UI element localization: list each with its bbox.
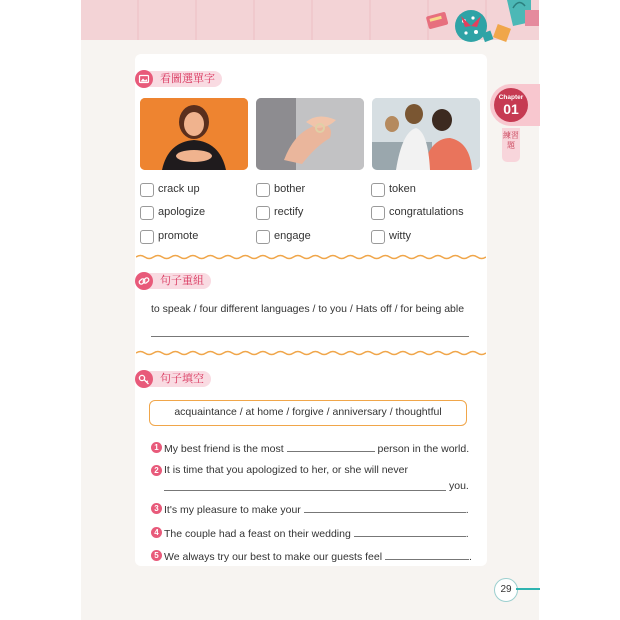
chapter-badge bbox=[494, 88, 528, 122]
answer-line[interactable] bbox=[151, 336, 469, 337]
option-label: witty bbox=[389, 230, 411, 242]
option-label: crack up bbox=[158, 183, 200, 195]
fill-item-1 bbox=[164, 441, 469, 455]
page-number: 29 bbox=[494, 578, 518, 602]
option-label: engage bbox=[274, 230, 311, 242]
option-label: promote bbox=[158, 230, 199, 242]
fill-item-2-line1: It is time that you apologized to her, or she will never bbox=[164, 464, 408, 476]
chapter-label: Chapter bbox=[498, 94, 524, 101]
exercise-side-label: 練習題 bbox=[502, 128, 520, 162]
answer-blank[interactable] bbox=[304, 502, 466, 513]
checkbox[interactable] bbox=[371, 206, 385, 220]
checkbox[interactable] bbox=[140, 230, 154, 244]
checkbox[interactable] bbox=[256, 206, 270, 220]
photo-office-celebration bbox=[372, 98, 480, 170]
item-text-after: . bbox=[465, 504, 469, 516]
fill-item-3 bbox=[164, 502, 469, 516]
answer-blank[interactable] bbox=[354, 526, 466, 537]
gift-decoration-icon bbox=[421, 0, 539, 52]
item-number: 5 bbox=[151, 550, 162, 561]
item-text-before: It's my pleasure to make your bbox=[164, 504, 301, 516]
option-label: rectify bbox=[274, 206, 304, 218]
item-number: 2 bbox=[151, 465, 162, 476]
item-text-after: person in the world. bbox=[377, 443, 470, 455]
option-label: congratulations bbox=[389, 206, 464, 218]
photo-laughing-woman bbox=[140, 98, 248, 170]
checkbox[interactable] bbox=[256, 230, 270, 244]
item-number: 1 bbox=[151, 442, 162, 453]
page-number-line bbox=[516, 588, 540, 590]
word-bank: acquaintance / at home / forgive / anniversary / thoughtful bbox=[149, 400, 467, 426]
answer-blank[interactable] bbox=[385, 549, 469, 560]
checkbox[interactable] bbox=[256, 183, 270, 197]
reorder-prompt: to speak / four different languages / to you / Hats off / for being able bbox=[151, 303, 465, 315]
checkbox[interactable] bbox=[371, 183, 385, 197]
answer-blank[interactable] bbox=[164, 490, 446, 491]
item-text-after: . bbox=[465, 528, 469, 540]
section-title: 看圖選單字 bbox=[147, 71, 222, 87]
wave-divider bbox=[136, 254, 486, 260]
checkbox[interactable] bbox=[140, 206, 154, 220]
checkbox[interactable] bbox=[371, 230, 385, 244]
item-text-before: The couple had a feast on their wedding bbox=[164, 528, 351, 540]
section-title: 句子填空 bbox=[147, 371, 211, 387]
answer-blank[interactable] bbox=[287, 441, 375, 452]
item-text-before: My best friend is the most bbox=[164, 443, 284, 455]
link-icon bbox=[135, 272, 153, 290]
photo-engagement-ring bbox=[256, 98, 364, 170]
image-icon bbox=[135, 70, 153, 88]
key-icon bbox=[135, 370, 153, 388]
item-text-after: . bbox=[469, 551, 472, 563]
fill-item-5 bbox=[164, 549, 472, 563]
option-label: bother bbox=[274, 183, 306, 195]
fill-item-4 bbox=[164, 526, 469, 540]
option-label: token bbox=[389, 183, 416, 195]
item-number: 4 bbox=[151, 527, 162, 538]
section-title: 句子重組 bbox=[147, 273, 211, 289]
item-number: 3 bbox=[151, 503, 162, 514]
item-text-before: We always try our best to make our guests feel bbox=[164, 551, 383, 563]
option-label: apologize bbox=[158, 206, 206, 218]
chapter-tab bbox=[490, 84, 540, 126]
checkbox[interactable] bbox=[140, 183, 154, 197]
item-text-after: you. bbox=[449, 480, 469, 492]
chapter-number: 01 bbox=[503, 101, 519, 117]
wave-divider bbox=[136, 350, 486, 356]
